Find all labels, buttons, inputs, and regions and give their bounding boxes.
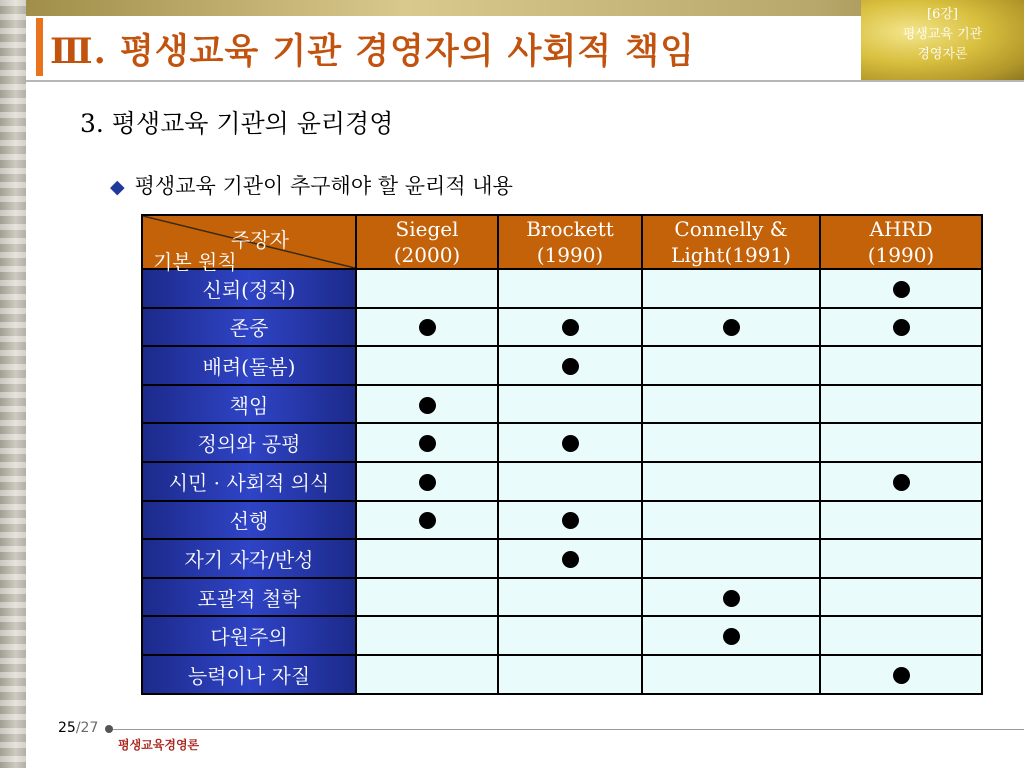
table-cell	[820, 308, 982, 347]
corner-header-top: 주장자	[231, 228, 289, 252]
table-cell	[642, 462, 820, 501]
column-header-line: AHRD	[869, 217, 933, 241]
column-header	[498, 215, 642, 269]
table-cell	[820, 616, 982, 655]
table-row	[142, 308, 982, 347]
column-header-line: (2000)	[393, 243, 461, 267]
title-divider	[26, 80, 1024, 82]
corner-header-bottom: 기본 원칙	[153, 250, 237, 274]
table-cell	[356, 269, 498, 308]
table-cell	[498, 501, 642, 540]
table-cell	[498, 578, 642, 617]
table-cell	[820, 385, 982, 424]
column-header	[356, 215, 498, 269]
table-cell	[498, 539, 642, 578]
table-cell	[498, 346, 642, 385]
table-cell	[642, 269, 820, 308]
filled-circle-icon	[562, 358, 579, 375]
table-cell	[356, 539, 498, 578]
table-row	[142, 501, 982, 540]
column-header-line: Siegel	[395, 217, 459, 241]
table-cell	[820, 655, 982, 694]
title-accent-bar	[36, 18, 43, 76]
lecture-badge	[861, 0, 1024, 80]
bullet-text: 평생교육 기관이 추구해야 할 윤리적 내용	[134, 174, 513, 198]
filled-circle-icon	[893, 281, 910, 298]
badge-line: 경영자론	[917, 47, 968, 62]
row-header: 능력이나 자질	[142, 655, 356, 694]
row-header: 자기 자각/반성	[142, 539, 356, 578]
row-header: 책임	[142, 385, 356, 424]
row-header: 배려(돌봄)	[142, 346, 356, 385]
table-cell	[642, 655, 820, 694]
table-cell	[820, 462, 982, 501]
row-header: 존중	[142, 308, 356, 347]
table-row	[142, 539, 982, 578]
table-cell	[820, 346, 982, 385]
filled-circle-icon	[419, 435, 436, 452]
row-header: 다원주의	[142, 616, 356, 655]
filled-circle-icon	[723, 590, 740, 607]
row-header: 포괄적 철학	[142, 578, 356, 617]
table-cell	[820, 539, 982, 578]
column-header-line: (1990)	[536, 243, 604, 267]
column-header-line: Brockett	[526, 217, 614, 241]
filled-circle-icon	[562, 512, 579, 529]
column-header	[820, 215, 982, 269]
footer-divider	[110, 729, 1024, 730]
row-header: 선행	[142, 501, 356, 540]
filled-circle-icon	[893, 319, 910, 336]
table-row	[142, 578, 982, 617]
table-cell	[498, 616, 642, 655]
filled-circle-icon	[562, 319, 579, 336]
table-cell	[820, 423, 982, 462]
table-row	[142, 385, 982, 424]
column-header-line: Light(1991)	[671, 243, 791, 267]
table-cell	[642, 308, 820, 347]
table-cell	[642, 346, 820, 385]
table-row	[142, 655, 982, 694]
filled-circle-icon	[419, 474, 436, 491]
table-cell	[356, 616, 498, 655]
ethics-table	[141, 214, 983, 695]
table-cell	[498, 308, 642, 347]
table-cell	[356, 385, 498, 424]
table-cell	[356, 423, 498, 462]
table-cell	[642, 423, 820, 462]
filled-circle-icon	[419, 319, 436, 336]
table-cell	[356, 655, 498, 694]
table-cell	[498, 462, 642, 501]
filled-circle-icon	[893, 474, 910, 491]
table-body	[142, 269, 982, 694]
filled-circle-icon	[419, 397, 436, 414]
table-row	[142, 616, 982, 655]
filled-circle-icon	[562, 435, 579, 452]
table-cell	[498, 269, 642, 308]
footer-dot	[105, 725, 113, 733]
page-title: Ⅲ. 평생교육 기관 경영자의 사회적 책임	[50, 31, 695, 72]
row-header: 정의와 공평	[142, 423, 356, 462]
row-header: 시민 · 사회적 의식	[142, 462, 356, 501]
table-cell	[642, 539, 820, 578]
table-row	[142, 269, 982, 308]
table-cell	[356, 501, 498, 540]
footer-course-name: 평생교육경영론	[118, 738, 200, 752]
table-cell	[356, 308, 498, 347]
column-header-line: (1990)	[867, 243, 935, 267]
row-header: 신뢰(정직)	[142, 269, 356, 308]
table-cell	[642, 385, 820, 424]
badge-text	[861, 5, 1024, 65]
page-current: 25	[58, 720, 76, 736]
bullet-item	[110, 170, 513, 200]
filled-circle-icon	[419, 512, 436, 529]
table-row	[142, 423, 982, 462]
diamond-bullet-icon: ◆	[110, 176, 125, 198]
column-header	[642, 215, 820, 269]
table-cell	[498, 655, 642, 694]
filled-circle-icon	[562, 551, 579, 568]
table-cell	[820, 269, 982, 308]
table-cell	[642, 501, 820, 540]
filled-circle-icon	[893, 667, 910, 684]
badge-line: [6강]	[927, 7, 958, 22]
table-cell	[820, 501, 982, 540]
table-cell	[356, 462, 498, 501]
filled-circle-icon	[723, 319, 740, 336]
table-cell	[820, 578, 982, 617]
left-decorative-strip	[0, 0, 26, 768]
table-header-row	[142, 215, 982, 269]
table-row	[142, 462, 982, 501]
table-cell	[498, 423, 642, 462]
page-number	[58, 720, 98, 736]
table-row	[142, 346, 982, 385]
section-heading: 3. 평생교육 기관의 윤리경영	[80, 109, 394, 138]
filled-circle-icon	[723, 628, 740, 645]
column-header-line: Connelly &	[674, 217, 788, 241]
table-cell	[642, 578, 820, 617]
table-cell	[642, 616, 820, 655]
table-cell	[356, 578, 498, 617]
badge-line: 평생교육 기관	[902, 27, 983, 42]
table-cell	[498, 385, 642, 424]
page-total: /27	[75, 720, 99, 736]
table-cell	[356, 346, 498, 385]
corner-header	[142, 215, 356, 274]
